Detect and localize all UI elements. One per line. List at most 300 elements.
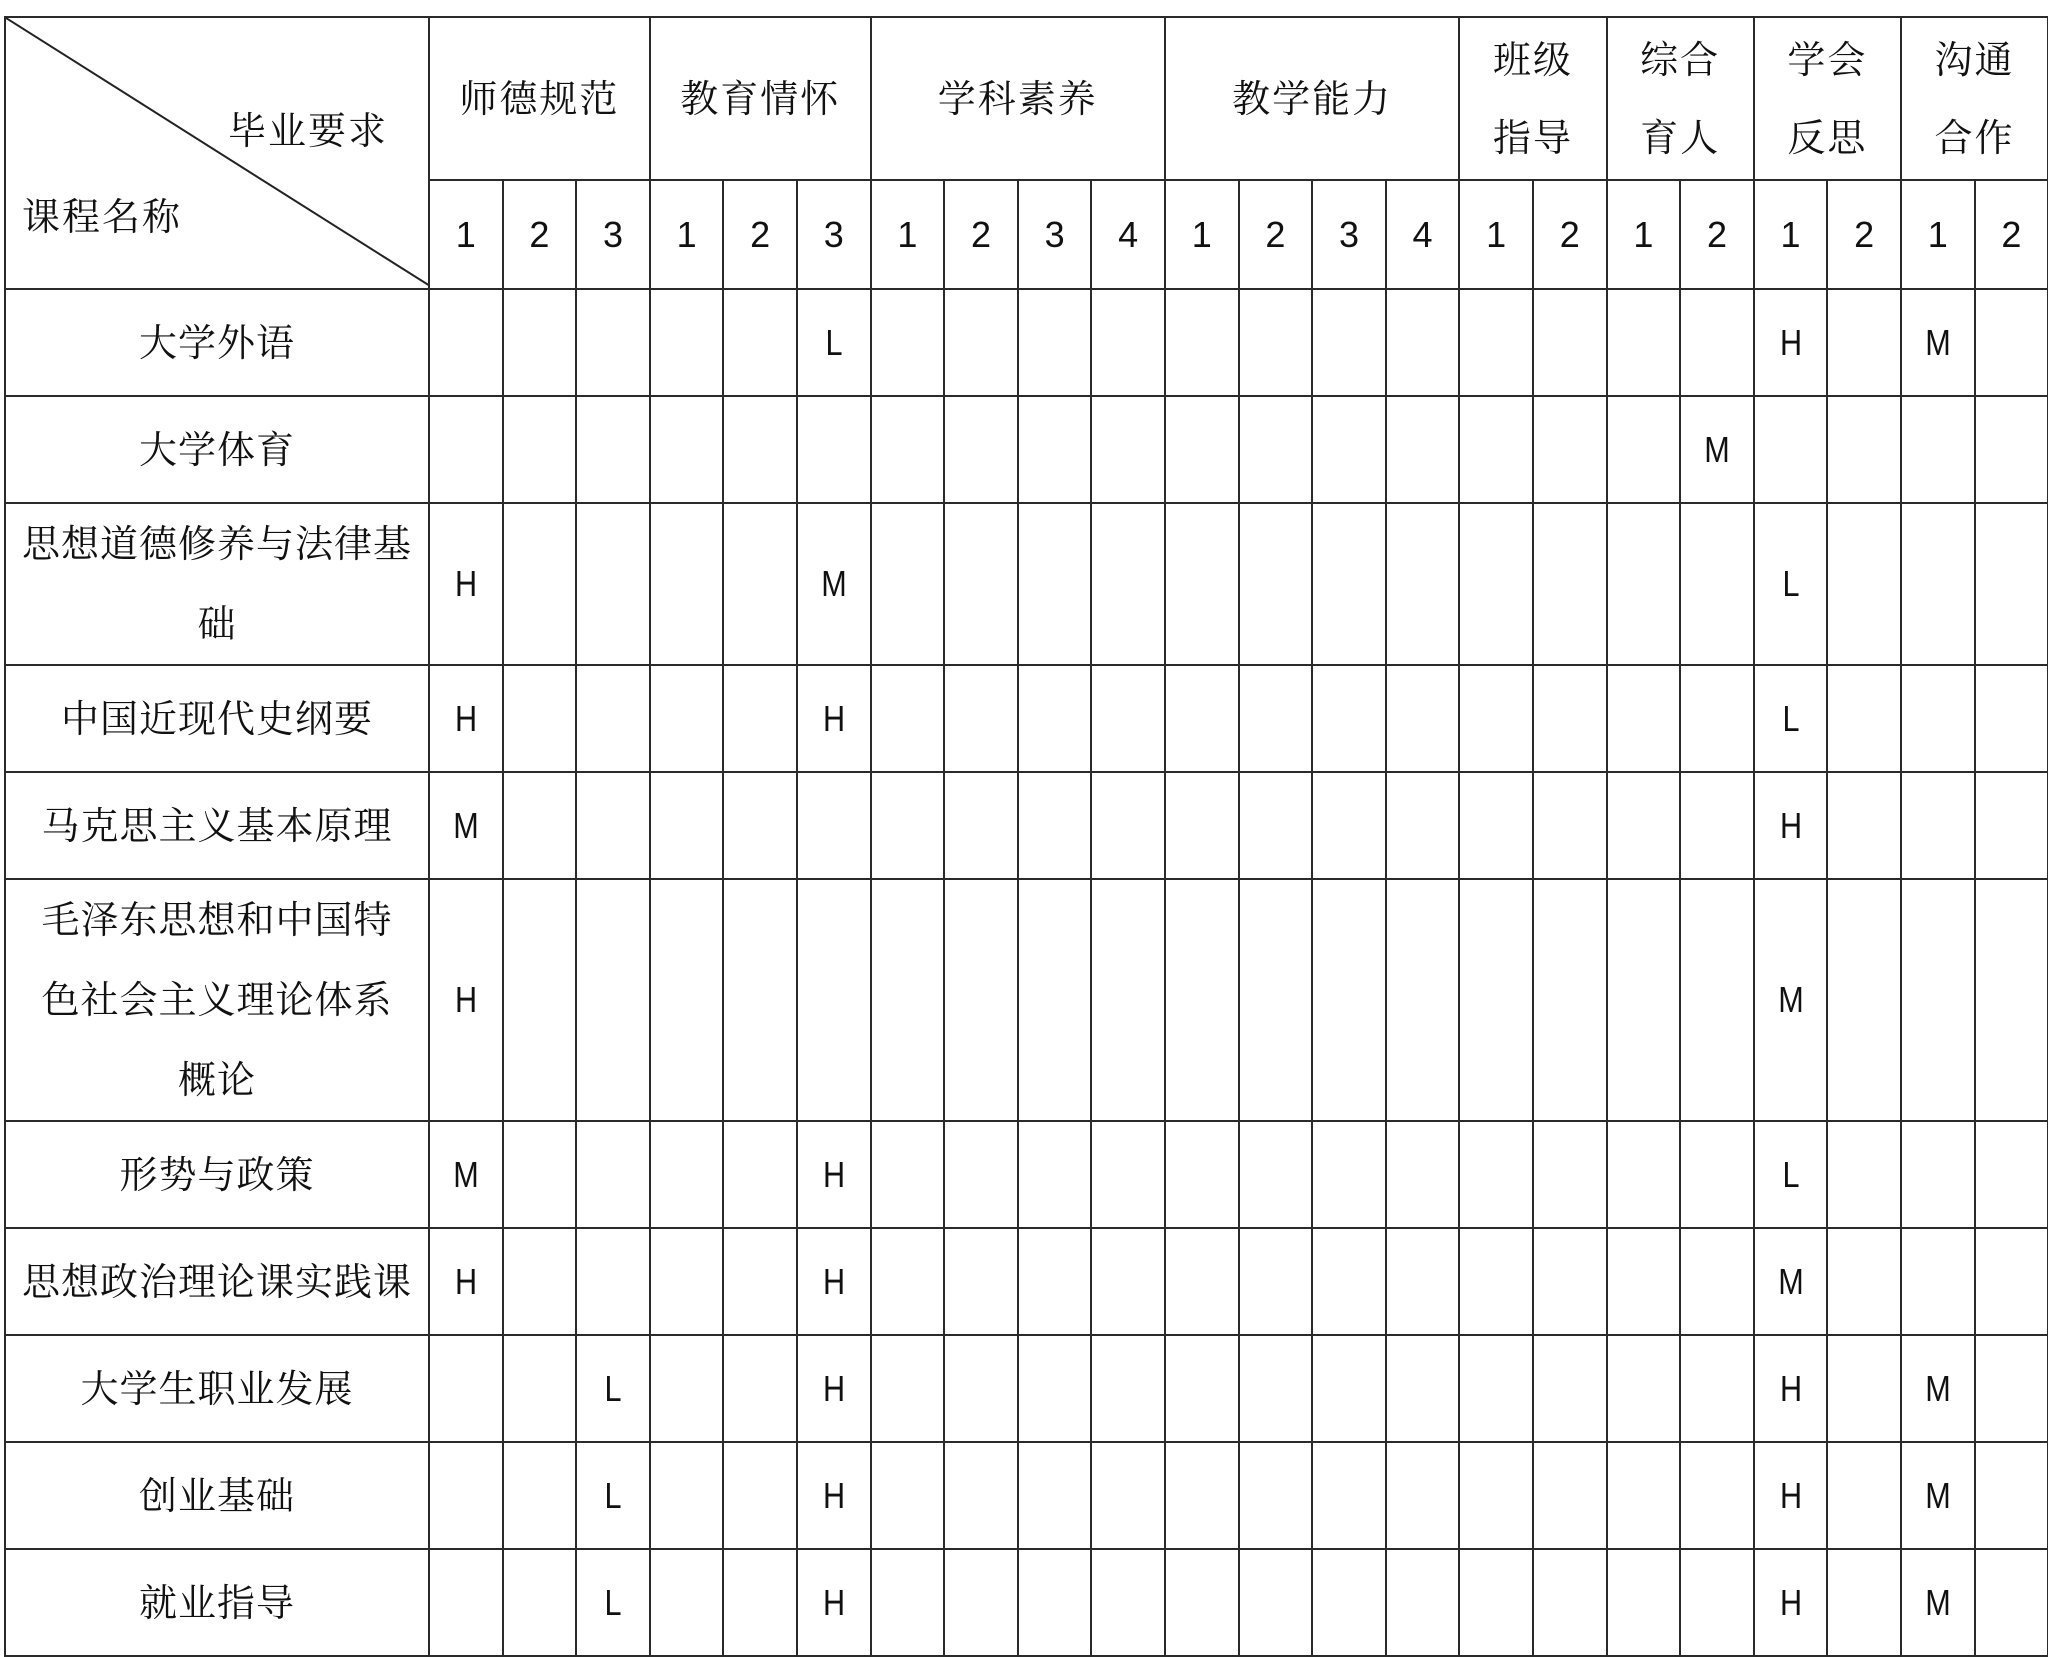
empty-cell — [1975, 503, 2048, 665]
support-level-mark: M — [1777, 979, 1804, 1020]
sub-requirement-number: 4 — [1386, 180, 1460, 289]
support-level-cell — [797, 1442, 871, 1549]
support-level-cell — [429, 879, 503, 1121]
empty-cell — [871, 289, 945, 396]
group-header-label: 班级指导 — [1492, 37, 1573, 160]
empty-cell — [871, 1121, 945, 1228]
course-name-cell: 大学体育 — [5, 396, 429, 503]
group-header-label: 学会反思 — [1787, 37, 1868, 160]
empty-cell — [650, 1442, 724, 1549]
empty-cell — [503, 1121, 577, 1228]
support-level-cell — [1754, 1442, 1828, 1549]
support-level-cell — [797, 665, 871, 772]
support-level-mark: H — [822, 1153, 845, 1195]
empty-cell — [1239, 879, 1313, 1121]
support-level-cell — [797, 1121, 871, 1228]
course-name-cell: 思想道德修养与法律基础 — [5, 503, 429, 665]
support-level-cell — [1754, 772, 1828, 879]
sub-requirement-number: 1 — [650, 180, 724, 289]
empty-cell — [1975, 289, 2048, 396]
support-level-cell — [429, 1228, 503, 1335]
support-level-mark: H — [1779, 321, 1802, 363]
empty-cell — [1607, 1335, 1681, 1442]
empty-cell — [723, 879, 797, 1121]
empty-cell — [1533, 1121, 1607, 1228]
support-level-cell — [797, 1335, 871, 1442]
empty-cell — [1165, 396, 1239, 503]
sub-requirement-number: 2 — [1239, 180, 1313, 289]
empty-cell — [1018, 503, 1092, 665]
empty-cell — [503, 1442, 577, 1549]
empty-cell — [503, 396, 577, 503]
support-level-cell — [576, 1335, 650, 1442]
empty-cell — [650, 1121, 724, 1228]
sub-requirement-number: 3 — [1018, 180, 1092, 289]
empty-cell — [1386, 1549, 1460, 1656]
group-header-label: 教育情怀 — [680, 76, 841, 121]
sub-requirement-number: 2 — [1827, 180, 1901, 289]
support-level-cell — [797, 289, 871, 396]
group-header-label: 学科素养 — [937, 76, 1098, 121]
empty-cell — [1827, 1442, 1901, 1549]
empty-cell — [1018, 665, 1092, 772]
course-row — [5, 1442, 2048, 1549]
empty-cell — [1533, 879, 1607, 1121]
empty-cell — [1607, 1121, 1681, 1228]
course-rows — [5, 289, 2048, 1656]
empty-cell — [1975, 1442, 2048, 1549]
empty-cell — [944, 1549, 1018, 1656]
empty-cell — [1975, 772, 2048, 879]
empty-cell — [944, 879, 1018, 1121]
support-level-cell — [1680, 396, 1754, 503]
empty-cell — [1975, 879, 2048, 1121]
empty-cell — [723, 289, 797, 396]
support-level-cell — [1901, 1442, 1975, 1549]
empty-cell — [503, 665, 577, 772]
empty-cell — [1607, 1549, 1681, 1656]
empty-cell — [1091, 1549, 1165, 1656]
empty-cell — [1386, 665, 1460, 772]
sub-requirement-number: 2 — [944, 180, 1018, 289]
empty-cell — [1239, 1335, 1313, 1442]
empty-cell — [1018, 289, 1092, 396]
group-header-4 — [1165, 17, 1459, 180]
support-level-mark: M — [1924, 321, 1951, 363]
empty-cell — [576, 289, 650, 396]
empty-cell — [1312, 665, 1386, 772]
empty-cell — [576, 665, 650, 772]
empty-cell — [1680, 1442, 1754, 1549]
support-level-mark: M — [1924, 1367, 1951, 1409]
empty-cell — [1680, 772, 1754, 879]
support-level-cell — [1754, 879, 1828, 1121]
empty-cell — [871, 665, 945, 772]
empty-cell — [723, 1549, 797, 1656]
support-level-mark: L — [1782, 697, 1800, 739]
empty-cell — [1975, 665, 2048, 772]
support-level-cell — [1901, 289, 1975, 396]
empty-cell — [1827, 665, 1901, 772]
group-header-5 — [1459, 17, 1606, 180]
course-row — [5, 289, 2048, 396]
empty-cell — [429, 396, 503, 503]
empty-cell — [1018, 1442, 1092, 1549]
support-level-cell — [1754, 665, 1828, 772]
empty-cell — [944, 1442, 1018, 1549]
support-level-cell — [429, 665, 503, 772]
sub-requirement-number: 1 — [1901, 180, 1975, 289]
empty-cell — [944, 396, 1018, 503]
support-level-cell — [1754, 1549, 1828, 1656]
graduation-requirements-matrix — [4, 16, 2048, 1657]
empty-cell — [1533, 289, 1607, 396]
empty-cell — [1680, 503, 1754, 665]
empty-cell — [1827, 1121, 1901, 1228]
group-header-label: 沟通合作 — [1934, 37, 2015, 160]
sub-requirement-number: 2 — [1975, 180, 2048, 289]
empty-cell — [429, 289, 503, 396]
empty-cell — [1680, 1228, 1754, 1335]
support-level-cell — [1754, 1121, 1828, 1228]
empty-cell — [1091, 1121, 1165, 1228]
empty-cell — [1533, 1228, 1607, 1335]
empty-cell — [1901, 1228, 1975, 1335]
support-level-mark: L — [825, 321, 843, 363]
empty-cell — [871, 503, 945, 665]
empty-cell — [429, 1442, 503, 1549]
empty-cell — [650, 1228, 724, 1335]
group-header-3 — [871, 17, 1165, 180]
empty-cell — [1091, 1335, 1165, 1442]
empty-cell — [1165, 1228, 1239, 1335]
course-name-cell: 创业基础 — [5, 1442, 429, 1549]
support-level-mark: H — [454, 697, 477, 739]
empty-cell — [650, 1335, 724, 1442]
empty-cell — [1165, 772, 1239, 879]
empty-cell — [1459, 1335, 1533, 1442]
empty-cell — [1239, 1442, 1313, 1549]
empty-cell — [1533, 1549, 1607, 1656]
empty-cell — [1827, 1549, 1901, 1656]
sub-requirement-number: 1 — [1165, 180, 1239, 289]
support-level-cell — [429, 1121, 503, 1228]
empty-cell — [1827, 503, 1901, 665]
empty-cell — [1680, 289, 1754, 396]
course-name-cell: 大学外语 — [5, 289, 429, 396]
empty-cell — [1459, 289, 1533, 396]
empty-cell — [1386, 289, 1460, 396]
course-name-cell: 毛泽东思想和中国特色社会主义理论体系概论 — [5, 879, 429, 1121]
empty-cell — [1680, 1335, 1754, 1442]
support-level-mark: H — [1779, 1581, 1802, 1623]
sub-requirement-number: 4 — [1091, 180, 1165, 289]
course-row — [5, 1549, 2048, 1656]
empty-cell — [1386, 1228, 1460, 1335]
course-name-cell: 思想政治理论课实践课 — [5, 1228, 429, 1335]
empty-cell — [1901, 879, 1975, 1121]
support-level-mark: H — [454, 979, 477, 1020]
empty-cell — [1901, 665, 1975, 772]
empty-cell — [723, 772, 797, 879]
empty-cell — [1680, 1549, 1754, 1656]
empty-cell — [1239, 1228, 1313, 1335]
empty-cell — [1827, 1228, 1901, 1335]
support-level-mark: M — [1924, 1474, 1951, 1516]
empty-cell — [1386, 1335, 1460, 1442]
empty-cell — [1165, 503, 1239, 665]
support-level-mark: M — [453, 804, 479, 846]
empty-cell — [1607, 665, 1681, 772]
course-row — [5, 396, 2048, 503]
empty-cell — [1533, 1335, 1607, 1442]
empty-cell — [944, 772, 1018, 879]
empty-cell — [503, 503, 577, 665]
empty-cell — [797, 879, 871, 1121]
sub-requirement-number: 3 — [576, 180, 650, 289]
empty-cell — [1975, 396, 2048, 503]
support-level-mark: H — [822, 1260, 845, 1302]
empty-cell — [1754, 396, 1828, 503]
empty-cell — [797, 396, 871, 503]
empty-cell — [1312, 289, 1386, 396]
empty-cell — [944, 1228, 1018, 1335]
empty-cell — [503, 1228, 577, 1335]
empty-cell — [1459, 1121, 1533, 1228]
empty-cell — [871, 1442, 945, 1549]
group-header-row — [5, 17, 2048, 180]
support-level-mark: H — [822, 1474, 845, 1516]
empty-cell — [1827, 1335, 1901, 1442]
empty-cell — [871, 1228, 945, 1335]
course-row — [5, 503, 2048, 665]
empty-cell — [1607, 396, 1681, 503]
support-level-mark: H — [822, 1581, 845, 1623]
sub-requirement-number: 3 — [1312, 180, 1386, 289]
empty-cell — [1827, 396, 1901, 503]
empty-cell — [1165, 1442, 1239, 1549]
support-level-mark: H — [1779, 1367, 1802, 1409]
course-row — [5, 1335, 2048, 1442]
empty-cell — [1091, 1228, 1165, 1335]
empty-cell — [871, 396, 945, 503]
support-level-cell — [576, 1442, 650, 1549]
empty-cell — [1312, 1335, 1386, 1442]
support-level-mark: M — [1704, 428, 1730, 470]
empty-cell — [944, 1121, 1018, 1228]
support-level-mark: H — [454, 1260, 477, 1302]
empty-cell — [1901, 1121, 1975, 1228]
empty-cell — [1312, 1442, 1386, 1549]
empty-cell — [1165, 879, 1239, 1121]
support-level-mark: M — [453, 1153, 479, 1195]
empty-cell — [1607, 772, 1681, 879]
empty-cell — [576, 772, 650, 879]
support-level-cell — [797, 1549, 871, 1656]
course-row — [5, 1121, 2048, 1228]
empty-cell — [871, 1335, 945, 1442]
empty-cell — [650, 879, 724, 1121]
empty-cell — [1018, 1228, 1092, 1335]
empty-cell — [1239, 1121, 1313, 1228]
empty-cell — [1607, 503, 1681, 665]
support-level-mark: H — [1779, 804, 1802, 846]
support-level-mark: H — [822, 697, 845, 739]
empty-cell — [1459, 665, 1533, 772]
empty-cell — [503, 289, 577, 396]
empty-cell — [1018, 1549, 1092, 1656]
course-row — [5, 665, 2048, 772]
empty-cell — [1901, 503, 1975, 665]
empty-cell — [1533, 396, 1607, 503]
empty-cell — [1239, 772, 1313, 879]
requirements-axis-label: 毕业要求 — [228, 109, 389, 153]
empty-cell — [1312, 1549, 1386, 1656]
empty-cell — [650, 289, 724, 396]
course-name-cell: 马克思主义基本原理 — [5, 772, 429, 879]
sub-requirement-number: 1 — [429, 180, 503, 289]
support-level-mark: H — [1779, 1474, 1802, 1516]
empty-cell — [1459, 772, 1533, 879]
empty-cell — [944, 1335, 1018, 1442]
support-level-mark: L — [604, 1581, 622, 1623]
empty-cell — [650, 665, 724, 772]
empty-cell — [1607, 1228, 1681, 1335]
empty-cell — [871, 1549, 945, 1656]
course-row — [5, 1228, 2048, 1335]
support-level-cell — [1901, 1549, 1975, 1656]
empty-cell — [1459, 503, 1533, 665]
empty-cell — [1975, 1549, 2048, 1656]
empty-cell — [1459, 1228, 1533, 1335]
empty-cell — [1607, 1442, 1681, 1549]
empty-cell — [1459, 396, 1533, 503]
empty-cell — [1312, 396, 1386, 503]
support-level-mark: H — [822, 1367, 845, 1409]
empty-cell — [1239, 289, 1313, 396]
empty-cell — [650, 1549, 724, 1656]
empty-cell — [1533, 665, 1607, 772]
empty-cell — [429, 1549, 503, 1656]
sub-requirement-number: 1 — [871, 180, 945, 289]
sub-requirement-number: 2 — [723, 180, 797, 289]
empty-cell — [1901, 396, 1975, 503]
support-level-mark: L — [604, 1367, 622, 1409]
empty-cell — [1091, 665, 1165, 772]
support-level-cell — [1754, 1335, 1828, 1442]
empty-cell — [723, 1228, 797, 1335]
course-axis-label: 课程名称 — [22, 195, 183, 239]
empty-cell — [1091, 289, 1165, 396]
empty-cell — [1018, 772, 1092, 879]
empty-cell — [723, 1121, 797, 1228]
group-header-6 — [1607, 17, 1754, 180]
empty-cell — [1091, 772, 1165, 879]
course-row — [5, 879, 2048, 1121]
empty-cell — [1312, 1228, 1386, 1335]
empty-cell — [1680, 1121, 1754, 1228]
support-level-mark: H — [454, 563, 477, 604]
empty-cell — [1386, 1121, 1460, 1228]
empty-cell — [1459, 1549, 1533, 1656]
empty-cell — [871, 772, 945, 879]
empty-cell — [1312, 879, 1386, 1121]
course-name-cell: 大学生职业发展 — [5, 1335, 429, 1442]
sub-requirement-number: 1 — [1607, 180, 1681, 289]
group-header-label: 师德规范 — [459, 76, 620, 121]
empty-cell — [1607, 289, 1681, 396]
sub-requirement-number: 3 — [797, 180, 871, 289]
empty-cell — [1091, 1442, 1165, 1549]
empty-cell — [1680, 665, 1754, 772]
empty-cell — [576, 879, 650, 1121]
empty-cell — [1386, 879, 1460, 1121]
empty-cell — [1680, 879, 1754, 1121]
empty-cell — [576, 1121, 650, 1228]
group-header-label: 教学能力 — [1232, 76, 1393, 121]
sub-requirement-number: 1 — [1459, 180, 1533, 289]
empty-cell — [1533, 1442, 1607, 1549]
support-level-cell — [429, 772, 503, 879]
support-level-mark: L — [604, 1474, 622, 1516]
empty-cell — [1018, 1121, 1092, 1228]
empty-cell — [503, 1549, 577, 1656]
support-level-cell — [797, 1228, 871, 1335]
empty-cell — [1901, 772, 1975, 879]
empty-cell — [650, 503, 724, 665]
empty-cell — [1165, 1121, 1239, 1228]
empty-cell — [1165, 289, 1239, 396]
sub-requirement-number: 1 — [1754, 180, 1828, 289]
empty-cell — [650, 396, 724, 503]
empty-cell — [1239, 396, 1313, 503]
empty-cell — [503, 1335, 577, 1442]
sub-requirement-number: 2 — [503, 180, 577, 289]
group-header-1 — [429, 17, 650, 180]
corner-header-cell — [5, 17, 429, 289]
empty-cell — [1386, 503, 1460, 665]
empty-cell — [1018, 396, 1092, 503]
empty-cell — [1239, 1549, 1313, 1656]
empty-cell — [576, 503, 650, 665]
course-name-cell: 就业指导 — [5, 1549, 429, 1656]
empty-cell — [1018, 1335, 1092, 1442]
empty-cell — [1827, 289, 1901, 396]
support-level-cell — [1754, 1228, 1828, 1335]
empty-cell — [576, 1228, 650, 1335]
empty-cell — [1312, 772, 1386, 879]
empty-cell — [1018, 879, 1092, 1121]
empty-cell — [1091, 503, 1165, 665]
course-row — [5, 772, 2048, 879]
empty-cell — [1386, 772, 1460, 879]
empty-cell — [723, 396, 797, 503]
support-level-cell — [797, 503, 871, 665]
group-header-7 — [1754, 17, 1901, 180]
empty-cell — [1533, 503, 1607, 665]
group-header-2 — [650, 17, 871, 180]
empty-cell — [503, 772, 577, 879]
group-header-8 — [1901, 17, 2048, 180]
empty-cell — [1165, 1335, 1239, 1442]
support-level-cell — [1901, 1335, 1975, 1442]
support-level-mark: M — [1777, 1260, 1804, 1302]
empty-cell — [1827, 879, 1901, 1121]
empty-cell — [1312, 503, 1386, 665]
support-level-mark: L — [1782, 563, 1800, 604]
empty-cell — [1459, 879, 1533, 1121]
empty-cell — [1165, 665, 1239, 772]
